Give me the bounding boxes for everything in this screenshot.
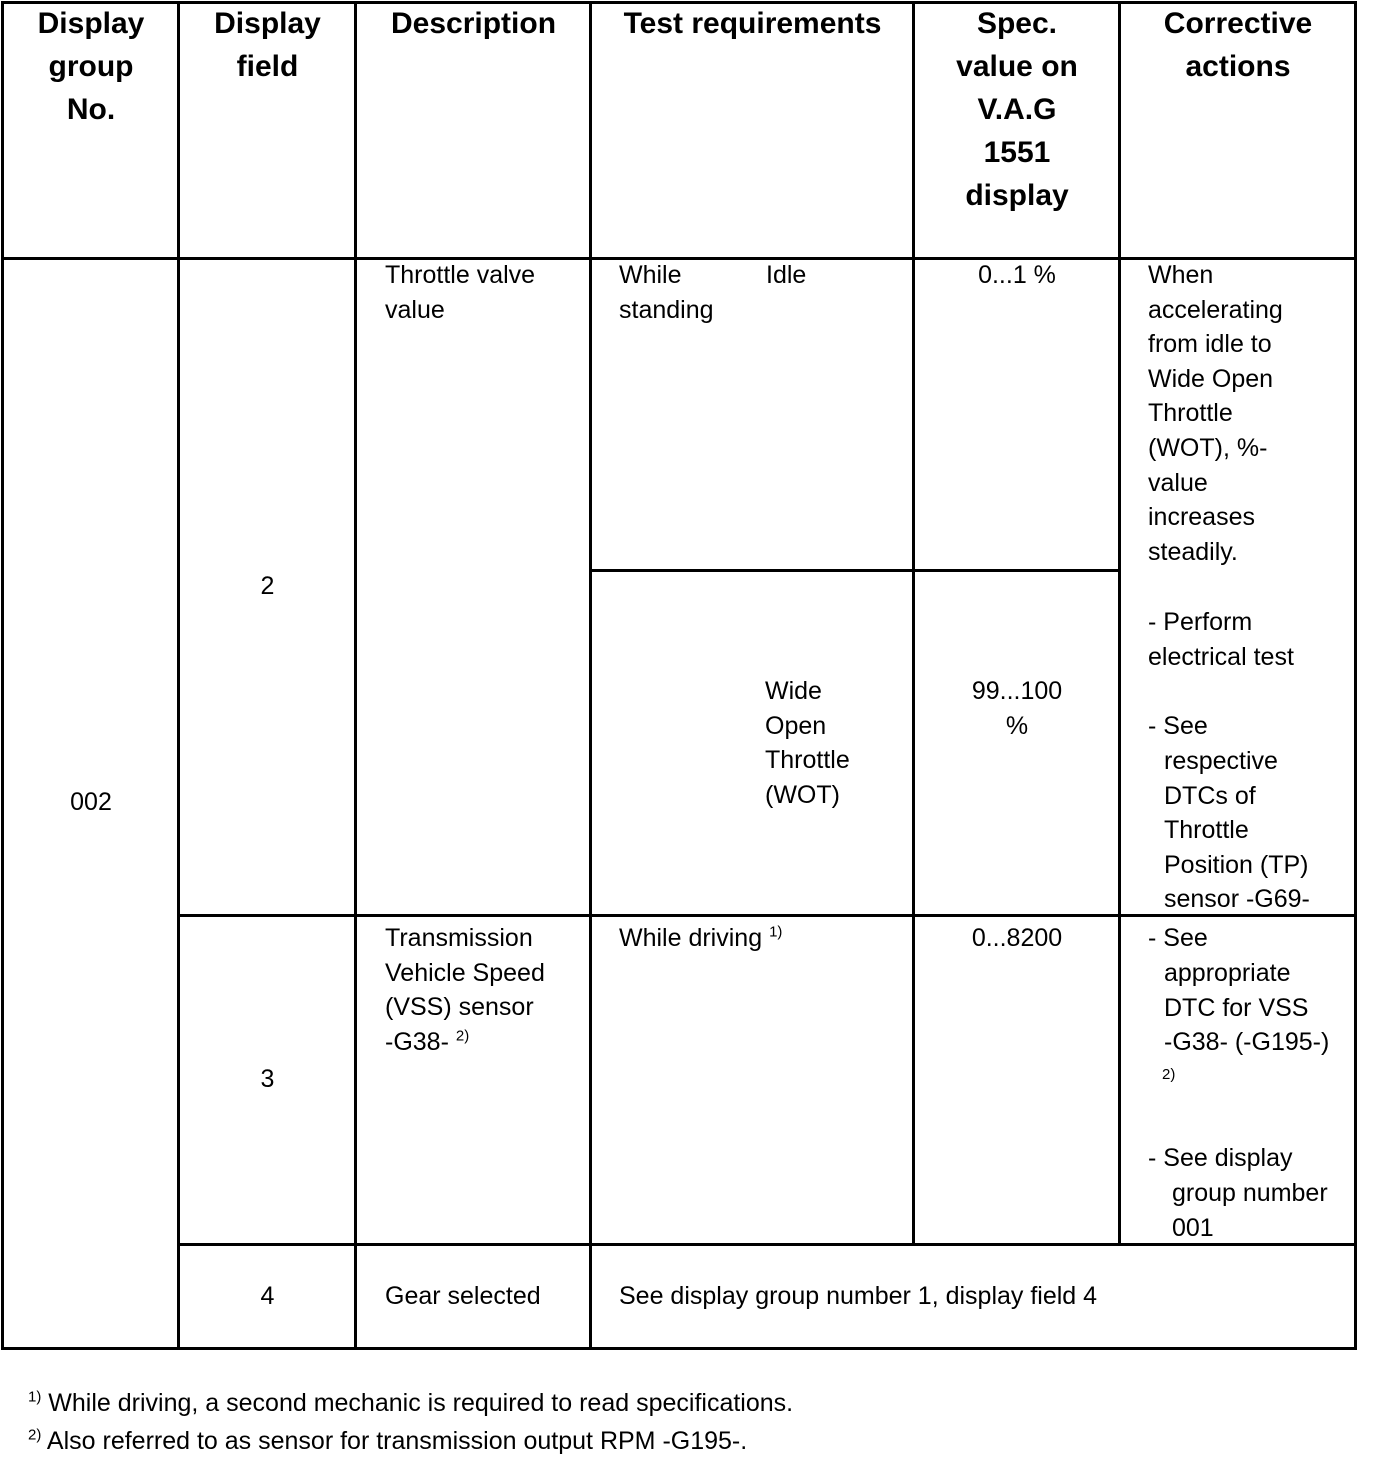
footnote-2-text: Also referred to as sensor for transmission output RPM -G195-. [41, 1427, 748, 1455]
display-field-4: 4 [260, 1282, 275, 1310]
footnote-2 [28, 1424, 747, 1458]
footnote-1 [28, 1386, 793, 1420]
header-display-group-no: Display group No. [37, 7, 145, 126]
condition-wide-open-throttle: Wide Open Throttle (WOT) [765, 677, 850, 809]
footnote-ref-1: 1) [769, 923, 783, 941]
footnote-ref-2: 2) [455, 1027, 470, 1045]
description-vss-sensor [385, 921, 545, 1059]
spec-vss-range: 0...8200 [971, 924, 1063, 952]
footnote-1-mark: 1) [28, 1388, 42, 1406]
action-see-display-group-head: - See display [1148, 1144, 1293, 1172]
test-while-driving-text: While driving [619, 924, 770, 952]
header-test-requirements: Test requirements [623, 7, 882, 40]
action-see-vss-dtc: appropriate DTC for VSS -G38- (-G195-) [1164, 959, 1330, 1057]
description-gear-selected: Gear selected [385, 1282, 541, 1310]
display-field-3: 3 [260, 1065, 275, 1093]
condition-idle: Idle [766, 261, 807, 289]
action-footnote-ref-2: 2) [1162, 1066, 1176, 1083]
display-field-2: 2 [260, 572, 275, 600]
spec-wot: 99...100 % [971, 677, 1063, 740]
spec-idle: 0...1 % [978, 261, 1056, 289]
header-display-field: Display field [214, 7, 321, 83]
footnote-1-text: While driving, a second mechanic is required to read specifications. [41, 1389, 794, 1417]
action-see-vss-dtc-head: - See [1148, 924, 1208, 952]
action-perform-electrical-test: - Perform electrical test [1148, 608, 1294, 671]
header-spec-value: Spec. value on V.A.G 1551 display [956, 7, 1078, 212]
test-see-display-group-1: See display group number 1, display field 4 [619, 1282, 1098, 1310]
action-see-display-group-001: group number 001 [1172, 1179, 1328, 1242]
display-group-number: 002 [70, 788, 112, 816]
condition-while-standing: While standing [619, 261, 714, 324]
description-vss-text: Transmission Vehicle Speed (VSS) sensor -G38- [385, 924, 545, 1056]
footnote-2-mark: 2) [28, 1426, 42, 1444]
action-see-tp-dtcs: respective DTCs of Throttle Position (TP) sensor -G69- [1164, 747, 1310, 914]
action-see-tp-dtcs-head: - See [1148, 712, 1208, 740]
test-while-driving [619, 921, 782, 956]
action-accelerating-note: When accelerating from idle to Wide Open Throttle (WOT), %- value increases steadily. [1148, 261, 1283, 566]
description-throttle-valve: Throttle valve value [385, 261, 536, 324]
header-corrective-actions: Corrective actions [1163, 7, 1313, 83]
header-description: Description [390, 7, 557, 40]
